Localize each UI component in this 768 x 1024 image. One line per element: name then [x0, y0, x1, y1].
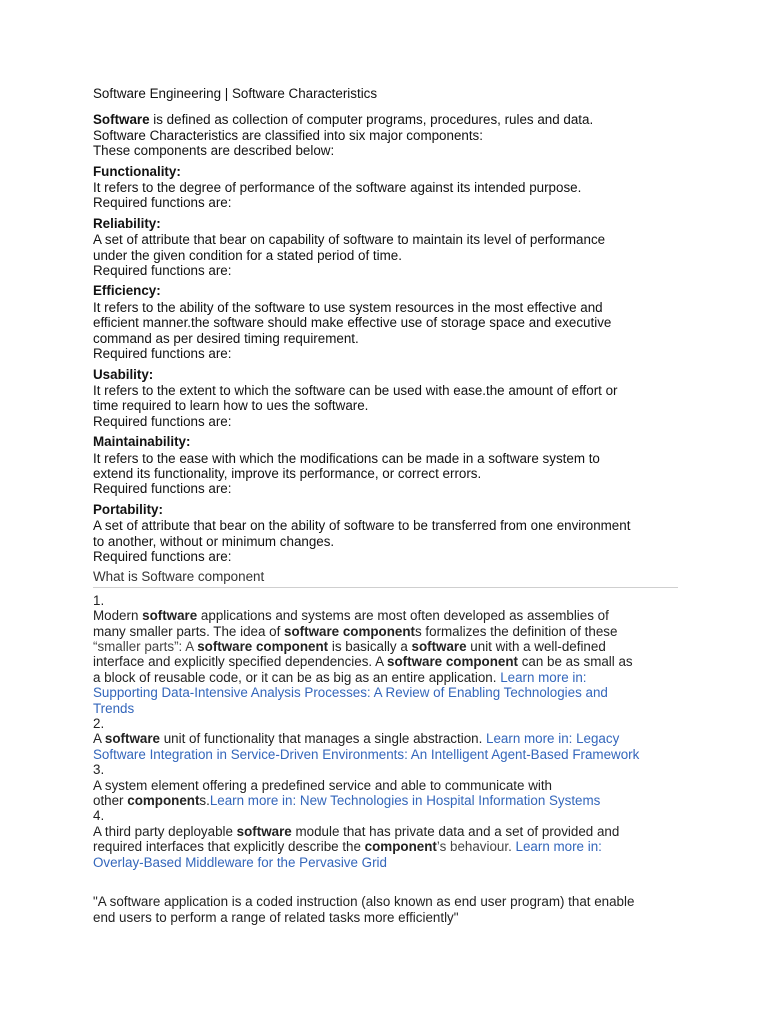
- learn-more-link[interactable]: Overlay-Based Middleware for the Pervasive Grid: [93, 854, 387, 870]
- section-heading: Usability:: [93, 366, 154, 382]
- section-portability: [93, 502, 683, 565]
- definition-number: 3.: [93, 762, 105, 778]
- text: s.: [199, 793, 210, 809]
- definition-line: [93, 608, 683, 623]
- text: other: [93, 793, 128, 809]
- quote-line: "A software application is a coded instruction (also known as end user program) that enable: [93, 894, 635, 910]
- intro-text-1: is defined as collection of computer programs, procedures, rules and data.: [149, 112, 594, 128]
- definition-line: [93, 793, 683, 808]
- definition-line: [93, 624, 683, 639]
- section-required: Required functions are:: [93, 413, 232, 429]
- section-line: It refers to the ease with which the modifications can be made in a software system to: [93, 450, 600, 466]
- text: applications and systems are most often developed as assemblies of: [197, 608, 609, 624]
- bold-term: software component: [284, 623, 415, 639]
- section-required: Required functions are:: [93, 481, 232, 497]
- definition-line: A system element offering a predefined service and able to communicate with: [93, 777, 553, 793]
- document-page: [93, 86, 683, 925]
- text: can be as small as: [518, 654, 633, 670]
- definition-1: [93, 593, 683, 716]
- section-reliability: [93, 216, 683, 279]
- text: Modern: [93, 608, 143, 624]
- bold-term: software: [142, 608, 198, 624]
- learn-more-link[interactable]: Trends: [93, 700, 135, 716]
- learn-more-link[interactable]: Learn more in: New Technologies in Hospital Information Systems: [209, 793, 601, 809]
- text: s formalizes the definition of these: [414, 623, 618, 639]
- section-line: It refers to the ability of the software to use system resources in the most effective and: [93, 299, 603, 315]
- learn-more-link[interactable]: Software Integration in Service-Driven Environments: An Intelligent Agent-Based Framework: [93, 746, 640, 762]
- bold-term: software: [236, 823, 292, 839]
- definition-number: 2.: [93, 716, 105, 732]
- bold-term: software: [411, 639, 467, 654]
- text: A: [93, 731, 105, 747]
- text: unit of functionality that manages a single abstraction.: [160, 731, 487, 747]
- divider: [93, 587, 678, 588]
- section-line: command as per desired timing requirement.: [93, 330, 359, 346]
- section-required: Required functions are:: [93, 263, 232, 279]
- section-usability: [93, 367, 683, 430]
- intro-paragraph: [93, 112, 683, 158]
- section-efficiency: [93, 283, 683, 361]
- text: A third party deployable: [93, 823, 237, 839]
- section-heading: Functionality:: [93, 163, 181, 179]
- bold-term: software component: [387, 654, 518, 670]
- bold-term: software: [104, 731, 160, 747]
- section-heading: Reliability:: [93, 215, 161, 231]
- text: ’s behaviour.: [436, 839, 516, 855]
- text: many smaller parts. The idea of: [93, 623, 285, 639]
- learn-more-link[interactable]: Learn more in:: [515, 839, 602, 855]
- section-line: time required to learn how to ues the software.: [93, 398, 369, 414]
- text: module that has private data and a set of provided and: [291, 823, 620, 839]
- learn-more-link[interactable]: Learn more in:: [500, 669, 587, 685]
- section-heading: Maintainability:: [93, 434, 191, 450]
- text: interface and explicitly specified dependencies. A: [93, 654, 388, 670]
- definition-line: [93, 839, 683, 854]
- section-line: It refers to the extent to which the software can be used with ease.the amount of effort or: [93, 382, 618, 398]
- section-line: efficient manner.the software should make effective use of storage space and executive: [93, 315, 612, 331]
- section-maintainability: [93, 434, 683, 497]
- intro-bold-term: Software: [93, 112, 150, 128]
- section-functionality: [93, 164, 683, 211]
- section-required: Required functions are:: [93, 548, 232, 564]
- section-line: It refers to the degree of performance of the software against its intended purpose.: [93, 180, 582, 196]
- section-line: extend its functionality, improve its performance, or correct errors.: [93, 465, 482, 481]
- section-heading: Portability:: [93, 501, 163, 517]
- definition-line: [93, 654, 683, 669]
- section-line: A set of attribute that bear on capability of software to maintain its level of performance: [93, 232, 606, 248]
- definition-number: 1.: [93, 592, 105, 608]
- section-line: A set of attribute that bear on the ability of software to be transferred from one environment: [93, 518, 631, 534]
- text: a block of reusable code, or it can be as big as an entire application.: [93, 669, 501, 685]
- section-heading: Efficiency:: [93, 283, 161, 299]
- text: required interfaces that explicitly describe the: [93, 839, 365, 855]
- text: unit with a well-defined: [466, 639, 606, 654]
- learn-more-link[interactable]: Supporting Data-Intensive Analysis Processes: A Review of Enabling Technologies and: [93, 685, 608, 701]
- bold-term: component: [127, 793, 200, 809]
- learn-more-link[interactable]: Learn more in: Legacy: [486, 731, 620, 747]
- definition-4: [93, 808, 683, 870]
- section-required: Required functions are:: [93, 195, 232, 211]
- intro-line-1: [93, 112, 683, 127]
- text: is basically a: [328, 639, 412, 654]
- quote-line: end users to perform a range of related tasks more efficiently": [93, 909, 459, 925]
- definition-3: [93, 762, 683, 808]
- document-title: Software Engineering | Software Characteristics: [93, 86, 378, 101]
- definition-line: [93, 731, 683, 746]
- bold-term: component: [364, 839, 437, 855]
- definition-number: 4.: [93, 808, 105, 824]
- component-title: What is Software component: [93, 569, 265, 585]
- section-line: to another, without or minimum changes.: [93, 533, 335, 549]
- text: “smaller parts”: A: [93, 639, 198, 654]
- definition-2: [93, 716, 683, 762]
- section-required: Required functions are:: [93, 346, 232, 362]
- intro-line-3: These components are described below:: [93, 143, 335, 159]
- definition-line: [93, 639, 683, 654]
- definition-line: [93, 670, 683, 685]
- intro-line-2: Software Characteristics are classified into six major components:: [93, 127, 483, 143]
- quote-paragraph: [93, 894, 683, 925]
- bold-term: software component: [197, 639, 329, 654]
- section-line: under the given condition for a stated period of time.: [93, 247, 402, 263]
- definition-line: [93, 824, 683, 839]
